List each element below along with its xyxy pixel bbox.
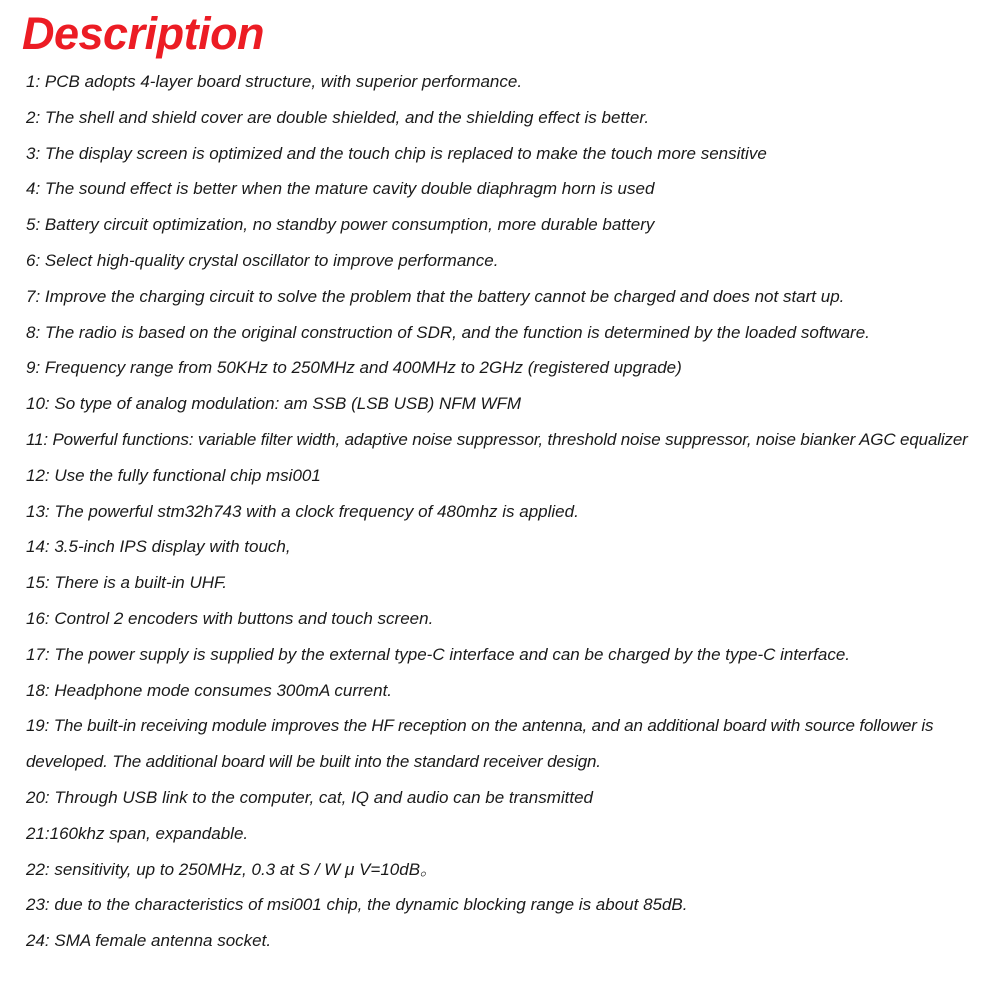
list-item: 9: Frequency range from 50KHz to 250MHz and 400MHz to 2GHz (registered upgrade) — [26, 358, 682, 378]
list-item: 4: The sound effect is better when the mature cavity double diaphragm horn is used — [26, 179, 655, 199]
list-item: 6: Select high-quality crystal oscillator to improve performance. — [26, 250, 499, 270]
list-item: 10: So type of analog modulation: am SSB (LSB USB) NFM WFM — [26, 394, 522, 414]
list-item: 14: 3.5-inch IPS display with touch, — [26, 537, 291, 557]
list-item: 13: The powerful stm32h743 with a clock frequency of 480mhz is applied. — [26, 501, 579, 521]
list-item: 19: The built-in receiving module improves the HF reception on the antenna, and an additional board with source follower is developed. The additional board will be built into the standard receiver design. — [26, 716, 934, 772]
list-item: 2: The shell and shield cover are double shielded, and the shielding effect is better. — [26, 107, 650, 127]
page-title: Description — [22, 8, 265, 59]
list-item: 23: due to the characteristics of msi001 chip, the dynamic blocking range is about 85dB. — [26, 895, 688, 915]
description-list — [26, 64, 998, 959]
list-item: 22: sensitivity, up to 250MHz, 0.3 at S / W μ V=10dB。 — [26, 859, 438, 879]
list-item: 17: The power supply is supplied by the external type-C interface and can be charged by the type-C interface. — [26, 644, 851, 664]
list-item: 21:160khz span, expandable. — [26, 823, 249, 843]
list-item: 3: The display screen is optimized and the touch chip is replaced to make the touch more sensitive — [26, 143, 767, 163]
list-item: 8: The radio is based on the original construction of SDR, and the function is determined by the loaded software. — [26, 322, 870, 342]
list-item: 12: Use the fully functional chip msi001 — [26, 465, 321, 485]
list-item: 16: Control 2 encoders with buttons and touch screen. — [26, 608, 434, 628]
list-item: 15: There is a built-in UHF. — [26, 573, 227, 593]
list-item: 24: SMA female antenna socket. — [26, 931, 272, 951]
list-item: 1: PCB adopts 4-layer board structure, with superior performance. — [26, 72, 523, 91]
list-item: 7: Improve the charging circuit to solve the problem that the battery cannot be charged and does not start up. — [26, 286, 845, 306]
list-item: 11: Powerful functions: variable filter width, adaptive noise suppressor, threshold noise suppressor, noise bianker AGC equalizer — [26, 429, 968, 449]
list-item: 18: Headphone mode consumes 300mA current. — [26, 680, 393, 700]
list-item: 20: Through USB link to the computer, cat, IQ and audio can be transmitted — [26, 787, 593, 807]
list-item: 5: Battery circuit optimization, no standby power consumption, more durable battery — [26, 215, 655, 235]
